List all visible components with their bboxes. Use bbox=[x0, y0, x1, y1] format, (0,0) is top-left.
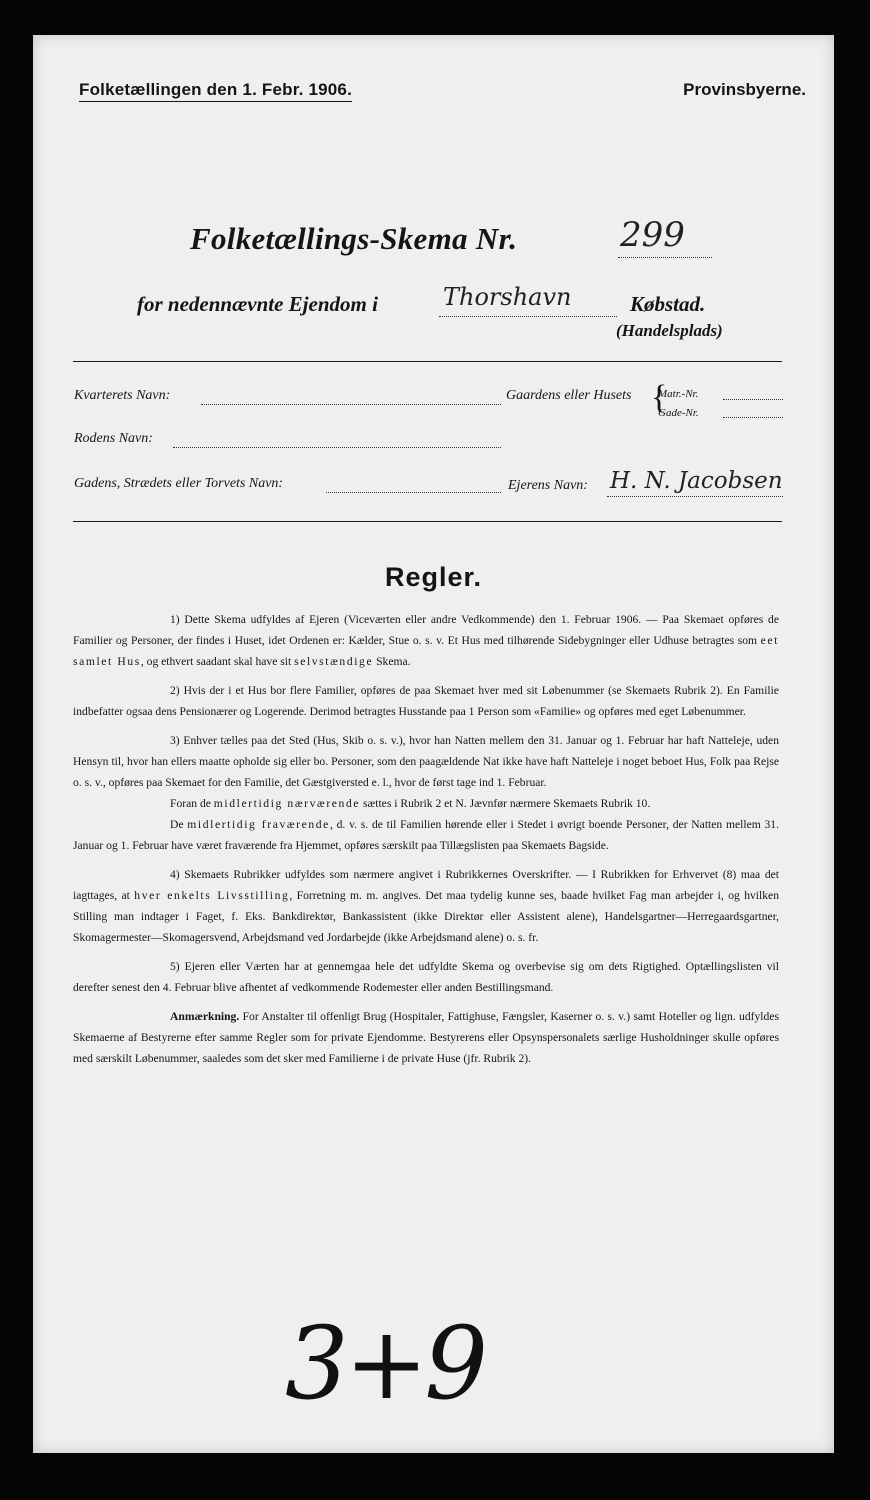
matr-gade-box bbox=[658, 385, 699, 423]
form-title: Folketællings-Skema Nr. bbox=[190, 221, 518, 256]
kvarter-field bbox=[201, 403, 501, 405]
kvarter-label: Kvarterets Navn: bbox=[74, 388, 171, 403]
divider-top bbox=[73, 361, 782, 362]
rule-3-midlertidig-naervaerende bbox=[73, 793, 779, 814]
p3b-segment-2: sættes i Rubrik 2 et N. Jævnfør nærmere Skemaets Rubrik 10. bbox=[360, 797, 651, 810]
rules-heading: Regler. bbox=[384, 562, 483, 592]
p4-segment-2: , Forretning m. m. angives. Det maa tydelig kunne ses, baade hvilket Fag man arbejder i, og hvilken Stilling man indtager i Faget, f. Eks. Bankdirektør, Bankassistent (ikke Direktør eller Assistent alene), Handelsgartner—Herregaardsgartner, Skomagermester—Skomagersvend, Arbejdsmand ved Jordarbejde (ikke Arbejdsmand alene) o. s. fr. bbox=[73, 889, 779, 944]
annotation bbox=[73, 1006, 779, 1069]
brace-mark: { bbox=[651, 379, 668, 416]
census-header: Folketællingen den 1. Febr. 1906. bbox=[79, 80, 352, 102]
kobstad-label: Købstad. bbox=[630, 292, 706, 316]
gade-label: Gadens, Strædets eller Torvets Navn: bbox=[74, 476, 284, 491]
ejer-field bbox=[607, 495, 783, 497]
p4-segment-0: 4) Skemaets Rubrikker udfyldes som nærmere angivet i Rubrikkernes Overskrifter. — I Rubrikken for Erhvervet (8) maa det iagttages, at bbox=[73, 868, 779, 902]
matr-label: Matr.-Nr. bbox=[658, 388, 699, 400]
form-number: 299 bbox=[620, 215, 685, 255]
town-name: Thorshavn bbox=[443, 283, 572, 311]
annotation-title: Anmærkning. bbox=[170, 1010, 240, 1023]
matr-field bbox=[723, 398, 783, 400]
owner-name: H. N. Jacobsen bbox=[610, 468, 783, 494]
p3c-segment-2: , d. v. s. de til Familien hørende eller i Stedet i øvrigt boende Personer, der Natten mellem 31. Januar og 1. Februar have været fraværende fra Hjemmet, opføres særskilt paa Tillægslisten paa Skemaets Bagside. bbox=[73, 818, 780, 852]
handwritten-number: 3+9 bbox=[285, 1305, 485, 1422]
p1-segment-2: , og ethvert saadant skal have sit bbox=[140, 655, 295, 668]
handelsplads-label: (Handelsplads) bbox=[616, 321, 723, 340]
form-number-line bbox=[618, 257, 712, 258]
gaard-label: Gaardens eller Husets bbox=[506, 388, 632, 403]
rule-1 bbox=[73, 609, 779, 672]
ejer-label: Ejerens Navn: bbox=[508, 478, 588, 493]
form-subtitle: for nedennævnte Ejendom i bbox=[137, 292, 378, 316]
gade-nr-label: Gade-Nr. bbox=[658, 407, 699, 419]
p3c-segment-0: De bbox=[170, 818, 188, 831]
town-line bbox=[439, 316, 617, 317]
region-label: Provinsbyerne. bbox=[683, 80, 806, 99]
rule-4 bbox=[73, 864, 779, 948]
rule-3-midlertidig-fravaerende bbox=[73, 814, 779, 856]
p1-segment-1: eet samlet Hus bbox=[73, 634, 779, 668]
rules-body bbox=[73, 609, 779, 1077]
rule-5: 5) Ejeren eller Værten har at gennemgaa hele det udfyldte Skema og overbevise sig om dets Rigtighed. Optællingslisten vil derefter senest den 4. Februar blive afhentet af vedkommende Rodemester eller anden Bestillingsmand. bbox=[73, 960, 779, 994]
gade-nr-field bbox=[723, 416, 783, 418]
p3b-segment-0: Foran de bbox=[170, 797, 214, 810]
gade-field bbox=[326, 491, 501, 493]
census-form-page bbox=[33, 35, 834, 1453]
divider-bottom bbox=[73, 521, 782, 522]
p1-segment-4: Skema. bbox=[373, 655, 411, 668]
p3c-segment-1: midlertidig fraværende bbox=[187, 818, 330, 831]
rule-2: 2) Hvis der i et Hus bor flere Familier, opføres de paa Skemaet hver med sit Løbenummer (se Skemaets Rubrik 2). En Familie indbefatter ogsaa dens Pensionærer og Logerende. Derimod betragtes Husstande paa 1 Person som «Familie» og opføres med eget Løbenummer. bbox=[73, 684, 779, 718]
rode-label: Rodens Navn: bbox=[74, 431, 153, 446]
annotation-text: For Anstalter til offenligt Brug (Hospitaler, Fattighuse, Fængsler, Kaserner o. s. v.) samt Hoteller og lign. udfyldes Skemaerne af Bestyrerne efter samme Regler som for private Ejendomme. Bestyrerens eller Opsynspersonalets særlige Husholdninger skulle opføres med særskilt Løbenummer, saaledes som det sker med Familierne i de private Huse (jfr. Rubrik 2). bbox=[73, 1010, 779, 1065]
rode-field bbox=[173, 446, 501, 448]
p3b-segment-1: midlertidig nærværende bbox=[213, 797, 361, 810]
rule-3: 3) Enhver tælles paa det Sted (Hus, Skib o. s. v.), hvor han Natten mellem den 31. Januar og 1. Februar har haft Natteleje, uden Hensyn til, hvor han ellers maatte opholde sig eller bo. Personer, som den paagældende Nat ikke have haft Natteleje i noget beboet Hus, Folk paa Rejse o. s. v., opføres paa Skemaet for den Familie, det Gæstgiversted e. l., hvor de først tage ind 1. Februar. bbox=[73, 734, 779, 789]
p1-segment-3: selvstændige bbox=[294, 655, 374, 668]
p4-segment-1: hver enkelts Livsstilling bbox=[134, 889, 290, 902]
p1-segment-0: 1) Dette Skema udfyldes af Ejeren (Viceværten eller andre Vedkommende) den 1. Februar 1906. — Paa Skemaet opføres de Familier og Personer, der findes i Huset, idet Ordenen er: Kælder, Stue o. s. v. Et Hus med tilhørende Sidebygninger eller Udhuse betragtes som bbox=[73, 613, 779, 647]
